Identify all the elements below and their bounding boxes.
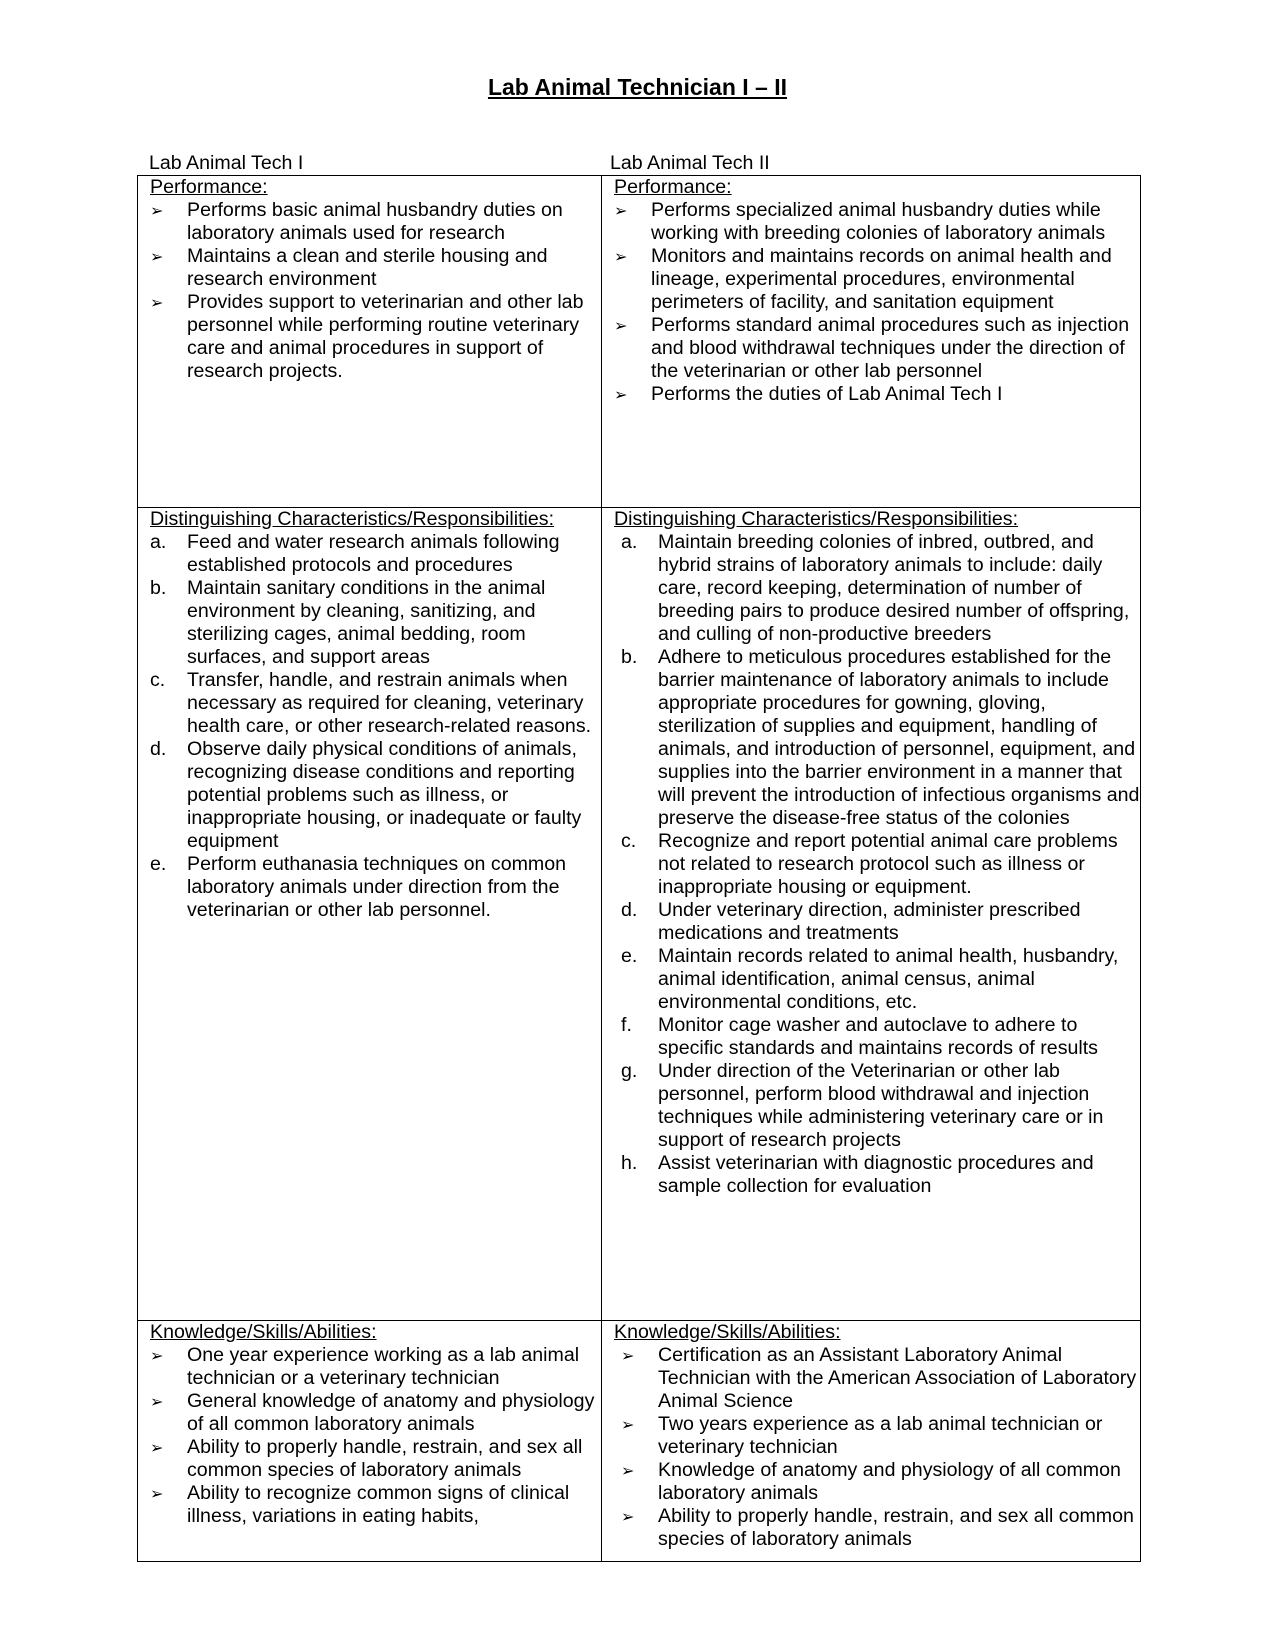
arrow-bullet-icon: ➢ (150, 1346, 164, 1365)
page-title: Lab Animal Technician I – II (487, 74, 788, 100)
list-item-text: Observe daily physical conditions of animals, recognizing disease conditions and reporting potential problems such as illness, or inappropriate housing, or inadequate or faulty equipment (187, 738, 582, 852)
list-item-text: Maintain breeding colonies of inbred, outbred, and hybrid strains of laboratory animals to include: daily care, record keeping, determination of number of breeding pairs to produce desired number of offspring, and culling of non-productive breeders (658, 531, 1130, 645)
arrow-bullet-icon: ➢ (150, 1484, 164, 1503)
list-item (614, 1505, 1140, 1551)
list-item-text: Provides support to veterinarian and other lab personnel while performing routine veterinary care and animal procedures in support of research projects. (187, 291, 584, 382)
list-item (614, 531, 1140, 646)
list-item-text: Assist veterinarian with diagnostic procedures and sample collection for evaluation (658, 1152, 1094, 1197)
knowledge-skills-row (138, 1321, 1141, 1562)
list-item-text: Performs specialized animal husbandry duties while working with breeding colonies of laboratory animals (651, 199, 1106, 244)
list-item-text: Monitor cage washer and autoclave to adhere to specific standards and maintains records of results (658, 1014, 1098, 1059)
list-item (614, 1459, 1140, 1505)
list-item (614, 830, 1140, 899)
performance-row (138, 176, 1141, 508)
bullet-list (614, 199, 1140, 406)
section-heading: Performance: (614, 176, 732, 198)
list-item (150, 199, 601, 245)
list-item (150, 738, 601, 853)
bullet-list (150, 1344, 601, 1528)
list-marker: d. (621, 899, 638, 921)
list-item-text: Under direction of the Veterinarian or other lab personnel, perform blood withdrawal and injection techniques while administering veterinary care or in support of research projects (658, 1060, 1104, 1151)
section-heading: Knowledge/Skills/Abilities: (614, 1321, 841, 1343)
list-item (614, 899, 1140, 945)
list-marker: c. (621, 830, 637, 852)
list-item-text: Under veterinary direction, administer prescribed medications and treatments (658, 899, 1081, 944)
list-item (614, 1014, 1140, 1060)
list-item (614, 1060, 1140, 1152)
list-item (150, 1344, 601, 1390)
list-item (150, 291, 601, 383)
arrow-bullet-icon: ➢ (150, 201, 164, 220)
list-marker: f. (621, 1014, 632, 1036)
list-item (150, 1482, 601, 1528)
list-item-text: One year experience working as a lab animal technician or a veterinary technician (187, 1344, 580, 1389)
column-header-tech-2: Lab Animal Tech II (610, 152, 770, 174)
cell (602, 1321, 1141, 1562)
list-item-text: Performs basic animal husbandry duties on laboratory animals used for research (187, 199, 563, 244)
list-marker: g. (621, 1060, 638, 1082)
list-item (614, 646, 1140, 830)
arrow-bullet-icon: ➢ (621, 1507, 635, 1526)
list-item-text: Transfer, handle, and restrain animals when necessary as required for cleaning, veterinary health care, or other research-related reasons. (187, 669, 592, 737)
lettered-list (150, 531, 601, 922)
list-item (150, 577, 601, 669)
list-item (614, 945, 1140, 1014)
arrow-bullet-icon: ➢ (614, 385, 628, 404)
list-item (614, 314, 1140, 383)
list-marker: h. (621, 1152, 638, 1174)
list-item (614, 383, 1140, 406)
section-heading: Performance: (150, 176, 268, 198)
list-item-text: Performs standard animal procedures such as injection and blood withdrawal techniques under the direction of the veterinarian or other lab personnel (651, 314, 1130, 382)
arrow-bullet-icon: ➢ (150, 293, 164, 312)
list-marker: b. (150, 577, 167, 599)
lettered-list (614, 531, 1140, 1198)
list-item-text: Adhere to meticulous procedures established for the barrier maintenance of laboratory animals to include appropriate procedures for gowning, gloving, sterilization of supplies and equipment, handling of animals, and introduction of personnel, equipment, and supplies into the barrier environment in a manner that will prevent the introduction of infectious organisms and preserve the disease-free status of the colonies (658, 646, 1140, 829)
responsibilities-row (138, 508, 1141, 1321)
list-item-text: Ability to properly handle, restrain, and sex all common species of laboratory animals (187, 1436, 583, 1481)
list-item (150, 669, 601, 738)
list-marker: d. (150, 738, 167, 760)
job-comparison-table (137, 175, 1141, 1562)
list-item-text: Feed and water research animals following established protocols and procedures (187, 531, 560, 576)
list-item-text: Perform euthanasia techniques on common laboratory animals under direction from the veterinarian or other lab personnel. (187, 853, 567, 921)
list-item (150, 531, 601, 577)
cell (602, 508, 1141, 1321)
list-item-text: Monitors and maintains records on animal health and lineage, experimental procedures, environmental perimeters of facility, and sanitation equipment (651, 245, 1112, 313)
list-item (614, 1413, 1140, 1459)
list-item-text: Performs the duties of Lab Animal Tech I (651, 383, 1003, 405)
arrow-bullet-icon: ➢ (150, 1438, 164, 1457)
list-item-text: Ability to properly handle, restrain, and sex all common species of laboratory animals (658, 1505, 1134, 1550)
list-item-text: Ability to recognize common signs of clinical illness, variations in eating habits, (187, 1482, 570, 1527)
list-item (150, 245, 601, 291)
arrow-bullet-icon: ➢ (614, 316, 628, 335)
cell (138, 508, 602, 1321)
arrow-bullet-icon: ➢ (614, 201, 628, 220)
column-header-tech-1: Lab Animal Tech I (149, 152, 304, 174)
list-item (150, 853, 601, 922)
section-heading: Distinguishing Characteristics/Responsibilities: (150, 508, 555, 530)
cell (138, 176, 602, 508)
arrow-bullet-icon: ➢ (621, 1415, 635, 1434)
arrow-bullet-icon: ➢ (621, 1461, 635, 1480)
arrow-bullet-icon: ➢ (614, 247, 628, 266)
section-heading: Knowledge/Skills/Abilities: (150, 1321, 377, 1343)
list-item (614, 1344, 1140, 1413)
list-item-text: Two years experience as a lab animal technician or veterinary technician (658, 1413, 1103, 1458)
bullet-list (614, 1344, 1140, 1551)
list-marker: a. (150, 531, 167, 553)
section-heading: Distinguishing Characteristics/Responsibilities: (614, 508, 1019, 530)
list-item (614, 199, 1140, 245)
list-item (614, 245, 1140, 314)
list-item (614, 1152, 1140, 1198)
list-item-text: Knowledge of anatomy and physiology of all common laboratory animals (658, 1459, 1121, 1504)
list-item-text: Recognize and report potential animal care problems not related to research protocol such as illness or inappropriate housing or equipment. (658, 830, 1118, 898)
list-item (150, 1390, 601, 1436)
list-marker: c. (150, 669, 166, 691)
list-marker: a. (621, 531, 638, 553)
list-marker: e. (621, 945, 638, 967)
list-item (150, 1436, 601, 1482)
list-marker: e. (150, 853, 167, 875)
list-item-text: Maintain sanitary conditions in the animal environment by cleaning, sanitizing, and sterilizing cages, animal bedding, room surfaces, and support areas (187, 577, 546, 668)
list-item-text: Maintains a clean and sterile housing and research environment (187, 245, 548, 290)
cell (138, 1321, 602, 1562)
arrow-bullet-icon: ➢ (621, 1346, 635, 1365)
bullet-list (150, 199, 601, 383)
list-item-text: General knowledge of anatomy and physiology of all common laboratory animals (187, 1390, 595, 1435)
arrow-bullet-icon: ➢ (150, 1392, 164, 1411)
list-marker: b. (621, 646, 638, 668)
arrow-bullet-icon: ➢ (150, 247, 164, 266)
list-item-text: Certification as an Assistant Laboratory Animal Technician with the American Association of Laboratory Animal Science (658, 1344, 1137, 1412)
list-item-text: Maintain records related to animal health, husbandry, animal identification, animal census, animal environmental conditions, etc. (658, 945, 1119, 1013)
cell (602, 176, 1141, 508)
